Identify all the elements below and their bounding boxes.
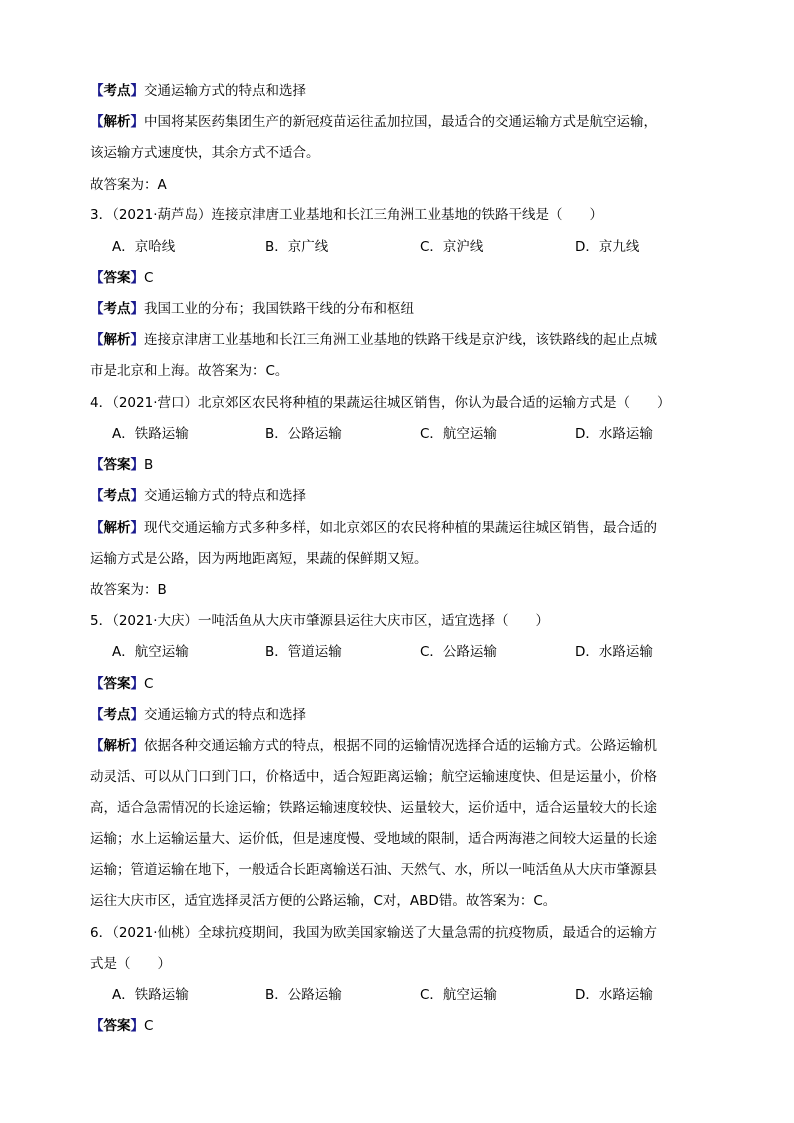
jiexi-label: 解析 (103, 332, 131, 348)
q3-option-a: A．京哈线 (112, 239, 176, 255)
q4-option-a: A．铁路运输 (112, 426, 189, 442)
q3-answer-line: 【答案】C (90, 270, 154, 286)
q6-option-b: B．公路运输 (265, 987, 342, 1003)
q3-option-d: D．京九线 (575, 239, 640, 255)
question-6-stem: 6．（2021·仙桃）全球抗疫期间，我国为欧美国家输送了大量急需的抗疫物质，最适合的运输方 (90, 925, 657, 941)
q4-option-b: B．公路运输 (265, 426, 342, 442)
q3-kaodian-line: 【考点】我国工业的分布；我国铁路干线的分布和枢纽 (90, 301, 414, 317)
jiexi-text: 中国将某医药集团生产的新冠疫苗运往孟加拉国，最适合的交通运输方式是航空运输， (144, 114, 657, 130)
q3-jiexi-line: 【解析】连接京津唐工业基地和长江三角洲工业基地的铁路干线是京沪线，该铁路线的起止点城 (90, 332, 657, 348)
q5-jiexi-cont-3: 高，适合急需情况的长途运输；铁路运输速度较快、运量较大，运价适中，适合运量较大的长途 (90, 800, 657, 816)
q4-kaodian: 交通运输方式的特点和选择 (144, 488, 306, 504)
q5-answer: C (144, 676, 154, 692)
jiexi-label: 解析 (103, 114, 131, 130)
q5-option-a: A．航空运输 (112, 644, 189, 660)
daan-label: 答案 (103, 1018, 131, 1034)
q5-kaodian-line: 【考点】交通运输方式的特点和选择 (90, 707, 306, 723)
kaodian-label: 考点 (103, 301, 131, 317)
question-4-stem: 4．（2021·营口）北京郊区农民将种植的果蔬运往城区销售，你认为最合适的运输方式是（ ） (90, 395, 671, 411)
q6-option-d: D．水路运输 (575, 987, 653, 1003)
q3-option-b: B．京广线 (265, 239, 329, 255)
q4-final-answer: 故答案为：B (90, 582, 167, 598)
daan-label: 答案 (103, 676, 131, 692)
jiexi-label: 解析 (103, 738, 131, 754)
q5-jiexi: 依据各种交通运输方式的特点，根据不同的运输情况选择合适的运输方式。公路运输机 (144, 738, 657, 754)
q4-jiexi-cont: 运输方式是公路，因为两地距离短，果蔬的保鲜期又短。 (90, 551, 428, 567)
q5-jiexi-cont-4: 运输；水上运输运量大、运价低，但是速度慢、受地域的限制，适合两海港之间较大运量的长途 (90, 831, 657, 847)
kaodian-label: 考点 (103, 707, 131, 723)
q6-option-a: A．铁路运输 (112, 987, 189, 1003)
q5-option-c: C．公路运输 (420, 644, 497, 660)
q3-answer: C (144, 270, 154, 286)
q5-jiexi-line: 【解析】依据各种交通运输方式的特点，根据不同的运输情况选择合适的运输方式。公路运输机 (90, 738, 657, 754)
q3-jiexi-cont: 市是北京和上海。故答案为：C。 (90, 363, 289, 379)
kaodian-label: 考点 (103, 488, 131, 504)
q4-option-c: C．航空运输 (420, 426, 497, 442)
question-3-stem: 3．（2021·葫芦岛）连接京津唐工业基地和长江三角洲工业基地的铁路干线是（ ） (90, 207, 603, 223)
q4-kaodian-line: 【考点】交通运输方式的特点和选择 (90, 488, 306, 504)
q4-option-d: D．水路运输 (575, 426, 653, 442)
jiexi-text-cont: 该运输方式速度快，其余方式不适合。 (90, 145, 320, 161)
kaodian-label: 考点 (103, 83, 131, 99)
q3-option-c: C．京沪线 (420, 239, 484, 255)
q6-option-c: C．航空运输 (420, 987, 497, 1003)
q5-kaodian: 交通运输方式的特点和选择 (144, 707, 306, 723)
q4-jiexi: 现代交通运输方式多种多样，如北京郊区的农民将种植的果蔬运往城区销售，最合适的 (144, 520, 657, 536)
kaodian-text: 交通运输方式的特点和选择 (144, 83, 306, 99)
q6-answer-line: 【答案】C (90, 1018, 154, 1034)
q5-option-b: B．管道运输 (265, 644, 342, 660)
daan-label: 答案 (103, 457, 131, 473)
final-answer: 故答案为：A (90, 177, 167, 193)
q4-answer: B (144, 457, 154, 473)
q4-answer-line: 【答案】B (90, 457, 154, 473)
q5-option-d: D．水路运输 (575, 644, 653, 660)
question-6-stem-cont: 式是（ ） (90, 956, 171, 972)
daan-label: 答案 (103, 270, 131, 286)
q5-jiexi-cont-5: 运输；管道运输在地下，一般适合长距离输送石油、天然气、水，所以一吨活鱼从大庆市肇源县 (90, 862, 657, 878)
q4-jiexi-line: 【解析】现代交通运输方式多种多样，如北京郊区的农民将种植的果蔬运往城区销售，最合适的 (90, 520, 657, 536)
question-5-stem: 5．（2021·大庆）一吨活鱼从大庆市肇源县运往大庆市区，适宜选择（ ） (90, 613, 549, 629)
q5-jiexi-cont-6: 运往大庆市区，适宜选择灵活方便的公路运输，C对，ABD错。故答案为：C。 (90, 893, 557, 909)
q3-jiexi: 连接京津唐工业基地和长江三角洲工业基地的铁路干线是京沪线，该铁路线的起止点城 (144, 332, 657, 348)
kaodian-line: 【考点】交通运输方式的特点和选择 (90, 83, 306, 99)
q5-jiexi-cont-2: 动灵活、可以从门口到门口，价格适中，适合短距离运输；航空运输速度快、但是运量小，价格 (90, 769, 657, 785)
jiexi-line: 【解析】中国将某医药集团生产的新冠疫苗运往孟加拉国，最适合的交通运输方式是航空运输， (90, 114, 657, 130)
jiexi-label: 解析 (103, 520, 131, 536)
q5-answer-line: 【答案】C (90, 676, 154, 692)
q3-kaodian: 我国工业的分布；我国铁路干线的分布和枢纽 (144, 301, 414, 317)
q6-answer: C (144, 1018, 154, 1034)
